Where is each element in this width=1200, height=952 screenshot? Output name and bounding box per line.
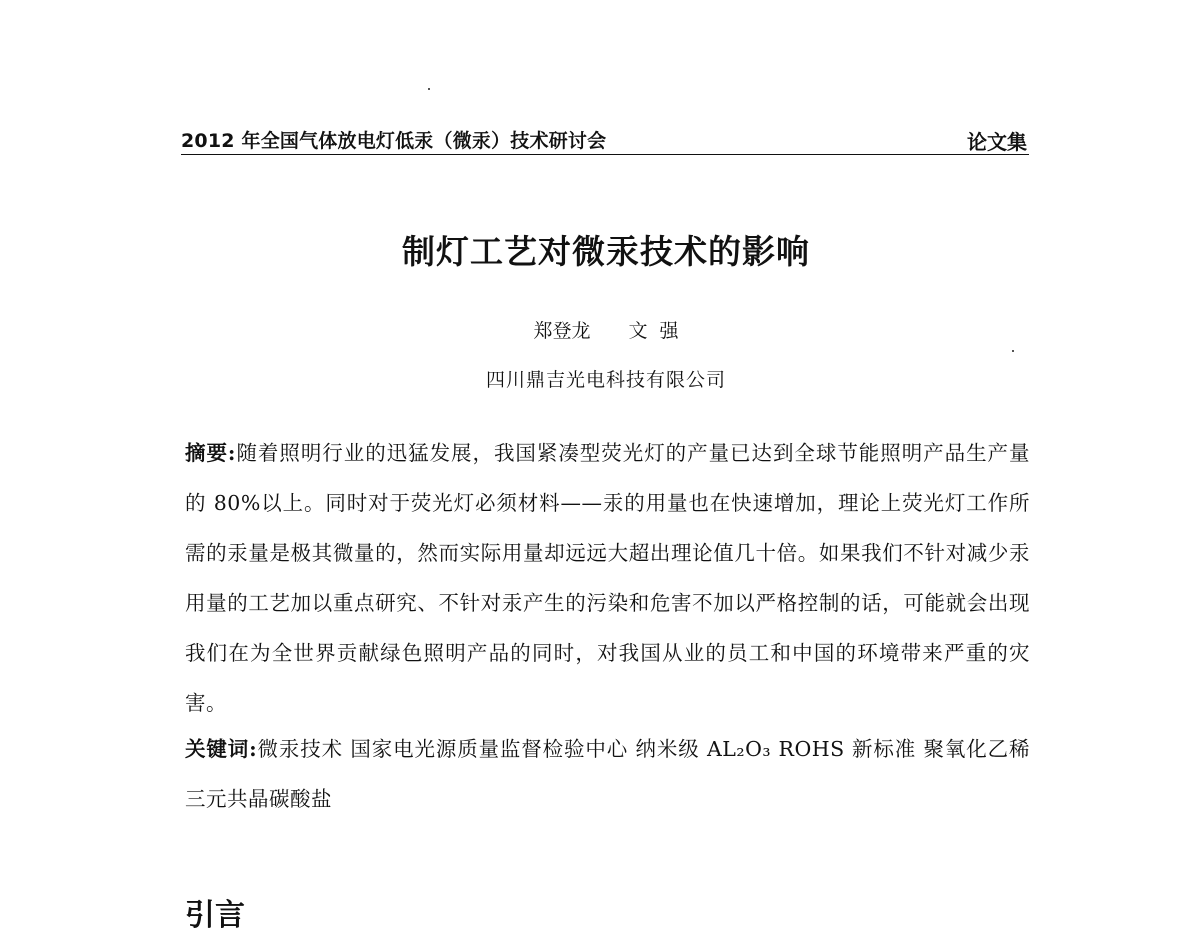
author-name: 文 强 [628,320,679,342]
scan-speck [1012,350,1014,352]
keywords-label: 关键词: [185,737,258,761]
author-line [0,316,1200,343]
keywords-text: 微汞技术 国家电光源质量监督检验中心 纳米级 AL₂O₃ ROHS 新标准 聚氧化乙稀 三元共晶碳酸盐 [185,737,1030,811]
scan-speck [428,88,430,90]
paper-title: 制灯工艺对微汞技术的影响 [402,232,810,271]
section-heading: 引言 [185,898,245,933]
conference-name: 2012 年全国气体放电灯低汞（微汞）技术研讨会 [181,130,607,152]
abstract-text: 随着照明行业的迅猛发展，我国紧凑型荧光灯的产量已达到全球节能照明产品生产量的 80%以上。同时对于荧光灯必须材料——汞的用量也在快速增加，理论上荧光灯工作所需的汞量是极其微量的，然而实际用量却远远大超出理论值几十倍。如果我们不针对减少汞用量的工艺加以重点研究、不针对汞产生的污染和危害不加以严格控制的话，可能就会出现我们在为全世界贡献绿色照明产品的同时，对我国从业的员工和中国的环境带来严重的灾害。 [185,441,1031,715]
abstract-label: 摘要: [185,441,236,465]
author-name: 郑登龙 [533,320,591,342]
keywords-paragraph [185,724,1030,824]
running-header [181,124,1029,155]
author-affiliation: 四川鼎吉光电科技有限公司 [485,369,726,391]
proceedings-label: 论文集 [967,130,1027,154]
abstract-paragraph [185,428,1030,728]
